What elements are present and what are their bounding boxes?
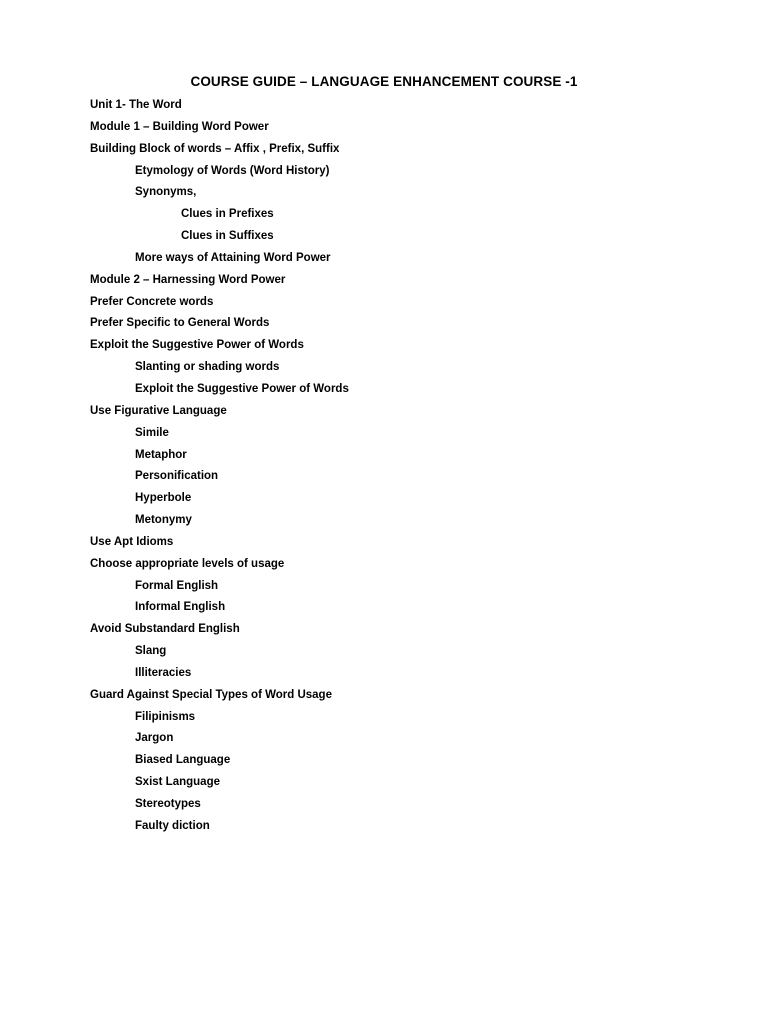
outline-heading: Building Block of words – Affix , Prefix, Suffix	[90, 142, 340, 155]
outline-subitem: Metaphor	[135, 448, 187, 461]
outline-heading: Module 1 – Building Word Power	[90, 120, 269, 133]
outline-subitem: Illiteracies	[135, 666, 192, 679]
outline-heading: Use Apt Idioms	[90, 535, 174, 548]
outline-subitem: Synonyms,	[135, 186, 197, 199]
outline-subitem: More ways of Attaining Word Power	[135, 251, 331, 264]
outline-heading: Unit 1- The Word	[90, 99, 182, 111]
course-outline	[0, 95, 768, 838]
outline-subitem: Sxist Language	[135, 776, 220, 789]
document-title: COURSE GUIDE – LANGUAGE ENHANCEMENT COURSE -1	[190, 74, 578, 89]
outline-subitem: Faulty diction	[135, 819, 210, 832]
outline-subitem: Slang	[135, 645, 167, 658]
outline-subitem: Exploit the Suggestive Power of Words	[135, 382, 349, 395]
outline-subitem: Filipinisms	[135, 710, 196, 723]
outline-subitem: Personification	[135, 470, 219, 483]
outline-subitem: Metonymy	[135, 514, 192, 527]
outline-heading: Module 2 – Harnessing Word Power	[90, 273, 286, 286]
outline-subitem: Slanting or shading words	[135, 361, 280, 374]
outline-subitem: Hyperbole	[135, 492, 192, 505]
outline-heading: Prefer Concrete words	[90, 295, 214, 308]
outline-subsubitem: Clues in Prefixes	[181, 208, 274, 221]
outline-heading: Avoid Substandard English	[90, 623, 240, 636]
outline-heading: Choose appropriate levels of usage	[90, 557, 285, 570]
outline-subitem: Simile	[135, 426, 169, 439]
outline-subitem: Informal English	[135, 601, 226, 614]
outline-subsubitem: Clues in Suffixes	[181, 230, 274, 243]
outline-subitem: Jargon	[135, 732, 174, 745]
outline-subitem: Formal English	[135, 579, 219, 592]
outline-subitem: Stereotypes	[135, 798, 201, 810]
outline-heading: Prefer Specific to General Words	[90, 317, 270, 330]
outline-heading: Use Figurative Language	[90, 404, 227, 417]
outline-heading: Exploit the Suggestive Power of Words	[90, 339, 304, 352]
outline-subitem: Biased Language	[135, 754, 231, 767]
outline-heading: Guard Against Special Types of Word Usage	[90, 688, 332, 701]
outline-subitem: Etymology of Words (Word History)	[135, 164, 330, 177]
